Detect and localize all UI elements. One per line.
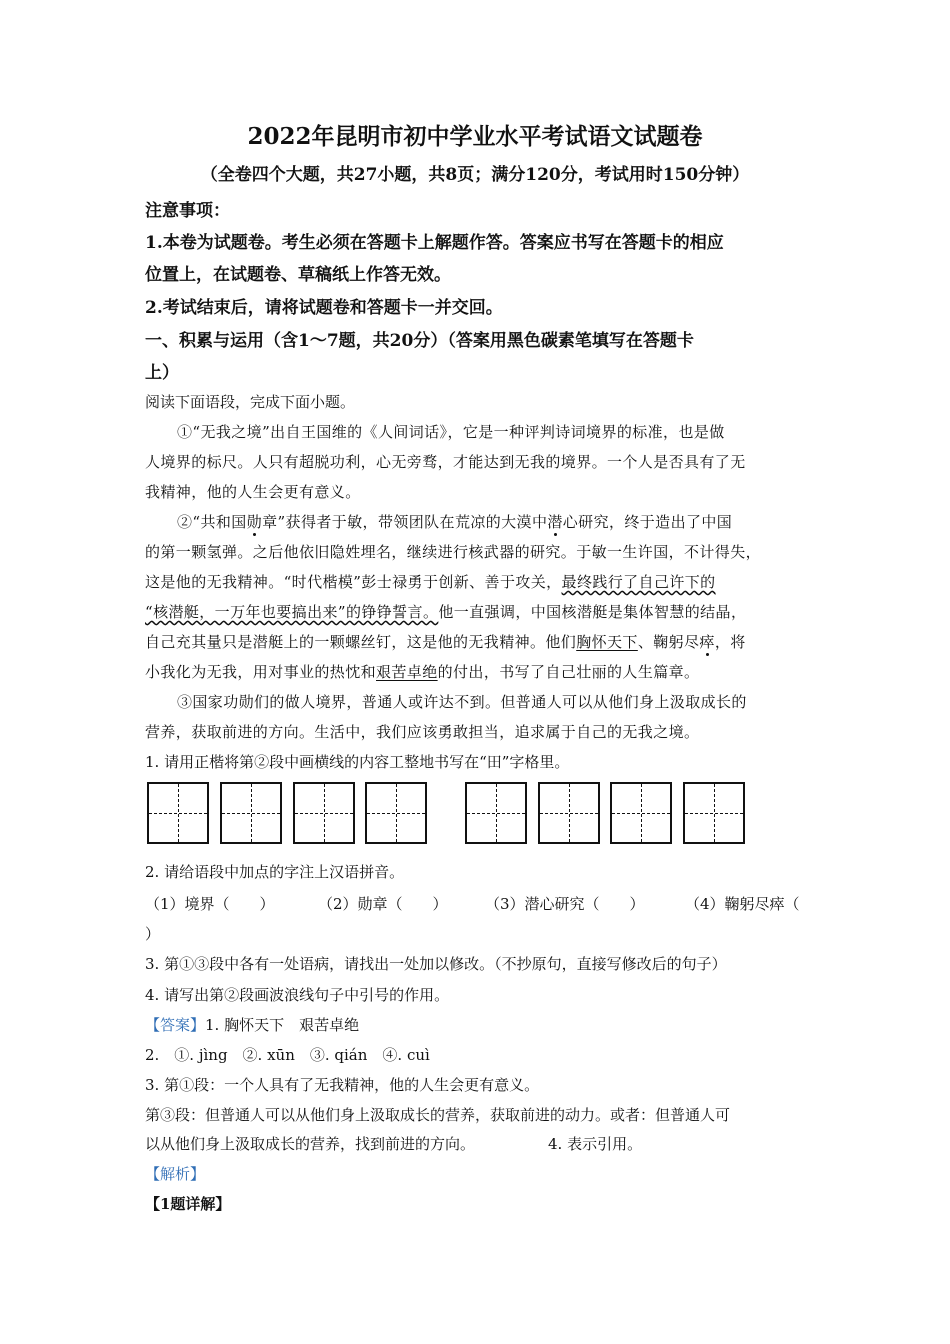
question-2-option-1: （1）境界（ ） bbox=[145, 895, 275, 913]
passage-p2-line-5: 自己充其量只是潜艇上的一颗螺丝钉，这是他的无我精神。他们胸怀天下、鞠躬尽瘁，将 bbox=[145, 633, 746, 651]
question-2-option-4: （4）鞠躬尽瘁（ bbox=[685, 895, 800, 913]
passage-p2-line-4: “核潜艇，一万年也要搞出来”的铮铮誓言。他一直强调，中国核潜艇是集体智慧的结晶， bbox=[145, 603, 747, 621]
section-1-heading-line-2: 上） bbox=[145, 363, 179, 383]
tian-grid-box[interactable] bbox=[538, 782, 600, 844]
tian-grid-box[interactable] bbox=[610, 782, 672, 844]
tian-grid-box[interactable] bbox=[465, 782, 527, 844]
notice-heading: 注意事项： bbox=[145, 201, 230, 221]
analysis-tag: 【解析】 bbox=[145, 1165, 206, 1183]
wavy-underlined-quote: “核潜艇，一万年也要搞出来”的铮铮誓言。 bbox=[145, 603, 439, 621]
question-3: 3. 第①③段中各有一处语病，请找出一处加以修改。（不抄原句，直接写修改后的句子） bbox=[145, 955, 727, 973]
tian-grid-box[interactable] bbox=[365, 782, 427, 844]
passage-p1-line-2: 人境界的标尺。人只有超脱功利，心无旁骛，才能达到无我的境界。一个人是否具有了无 bbox=[145, 453, 746, 471]
exam-subtitle: （全卷四个大题，共27小题，共8页；满分120分，考试用时150分钟） bbox=[200, 165, 750, 185]
answer-line-1: 【答案】1. 胸怀天下 艰苦卓绝 bbox=[145, 1016, 360, 1034]
question-2: 2. 请给语段中加点的字注上汉语拼音。 bbox=[145, 863, 405, 881]
answer-tag: 【答案】 bbox=[145, 1016, 206, 1034]
passage-p2-line-6: 小我化为无我，用对事业的热忱和艰苦卓绝的付出，书写了自己壮丽的人生篇章。 bbox=[145, 663, 700, 681]
tian-grid-box[interactable] bbox=[220, 782, 282, 844]
passage-p2-line-3: 这是他的无我精神。“时代楷模”彭士禄勇于创新、善于攻关，最终践行了自己许下的 bbox=[145, 573, 716, 591]
passage-p1-line-3: 我精神，他的人生会更有意义。 bbox=[145, 483, 361, 501]
wavy-underlined-sentence: 最终践行了自己许下的 bbox=[561, 573, 716, 591]
question-2-option-3: （3）潜心研究（ ） bbox=[485, 895, 645, 913]
passage-p2-line-2: 的第一颗氢弹。之后他依旧隐姓埋名，继续进行核武器的研究。于敏一生许国，不计得失， bbox=[145, 543, 762, 561]
answer-3-part-b: 第③段：但普通人可以从他们身上汲取成长的营养，获取前进的动力。或者：但普通人可 bbox=[145, 1106, 731, 1124]
passage-p3-line-1: ③国家功勋们的做人境界，普通人或许达不到。但普通人可以从他们身上汲取成长的 bbox=[177, 693, 747, 711]
notice-item-2: 2.考试结束后，请将试题卷和答题卡一并交回。 bbox=[145, 298, 503, 318]
answer-4: 4. 表示引用。 bbox=[548, 1135, 643, 1153]
tian-grid-box[interactable] bbox=[147, 782, 209, 844]
exam-title: 2022年昆明市初中学业水平考试语文试题卷 bbox=[247, 123, 703, 150]
question-2-close-paren: ） bbox=[145, 925, 161, 943]
answer-3-part-c: 以从他们身上汲取成长的营养，找到前进的方向。 bbox=[145, 1135, 476, 1153]
notice-item-1-line-2: 位置上，在试题卷、草稿纸上作答无效。 bbox=[145, 265, 451, 285]
dotted-char-cui: 瘁 bbox=[699, 633, 715, 651]
reading-intro: 阅读下面语段，完成下面小题。 bbox=[145, 393, 356, 411]
dotted-char-qian: 潜 bbox=[547, 513, 563, 531]
answer-2: 2. ①. jìng ②. xūn ③. qián ④. cuì bbox=[145, 1046, 430, 1064]
underlined-phrase-1: 胸怀天下 bbox=[576, 633, 638, 651]
passage-p1-line-1: ①“无我之境”出自王国维的《人间词话》，它是一种评判诗词境界的标准，也是做 bbox=[177, 423, 725, 441]
tian-grid-box[interactable] bbox=[293, 782, 355, 844]
section-1-heading-line-1: 一、积累与运用（含1～7题，共20分）（答案用黑色碳素笔填写在答题卡 bbox=[145, 331, 694, 351]
answer-3: 3. 第①段：一个人具有了无我精神，他的人生会更有意义。 bbox=[145, 1076, 540, 1094]
question-2-option-2: （2）勋章（ ） bbox=[318, 895, 448, 913]
dotted-char-xun: 勋 bbox=[246, 513, 263, 531]
notice-item-1-line-1: 1.本卷为试题卷。考生必须在答题卡上解题作答。答案应书写在答题卡的相应 bbox=[145, 233, 724, 253]
question-4: 4. 请写出第②段画波浪线句子中引号的作用。 bbox=[145, 986, 450, 1004]
question-1-detail-heading: 【1题详解】 bbox=[145, 1195, 231, 1213]
passage-p3-line-2: 营养，获取前进的方向。生活中，我们应该勇敢担当，追求属于自己的无我之境。 bbox=[145, 723, 700, 741]
tian-grid-box[interactable] bbox=[683, 782, 745, 844]
question-1: 1. 请用正楷将第②段中画横线的内容工整地书写在“田”字格里。 bbox=[145, 753, 570, 771]
passage-p2-line-1: ②“共和国勋章”获得者于敏，带领团队在荒凉的大漠中潜心研究，终于造出了中国 bbox=[177, 513, 733, 531]
underlined-phrase-2: 艰苦卓绝 bbox=[376, 663, 438, 681]
